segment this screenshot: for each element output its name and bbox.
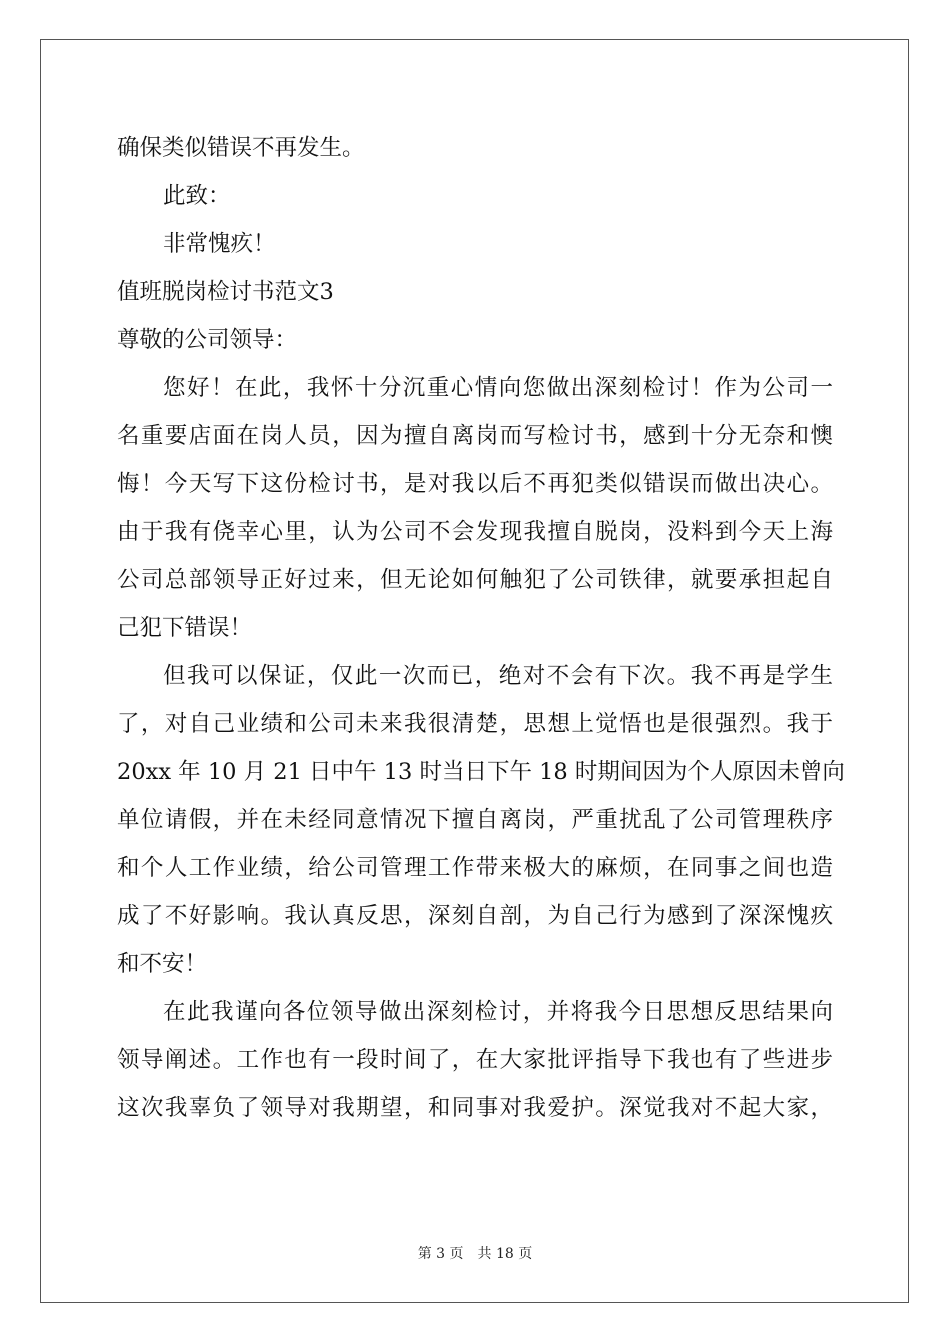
text-line: 尊敬的公司领导： — [117, 327, 298, 353]
text-line: 值班脱岗检讨书范文3 — [117, 279, 334, 305]
text-line: 此致： — [163, 183, 231, 209]
text-line: 悔！今天写下这份检讨书，是对我以后不再犯类似错误而做出决心。 — [117, 471, 833, 497]
text-line: 成了不好影响。我认真反思，深刻自剖，为自己行为感到了深深愧疚 — [117, 903, 833, 929]
text-line: 您好！在此，我怀十分沉重心情向您做出深刻检讨！作为公司一 — [163, 375, 833, 401]
text-line: 单位请假，并在未经同意情况下擅自离岗，严重扰乱了公司管理秩序 — [117, 807, 833, 833]
text-line: 在此我谨向各位领导做出深刻检讨，并将我今日思想反思结果向 — [163, 999, 833, 1025]
text-line: 领导阐述。工作也有一段时间了，在大家批评指导下我也有了些进步 — [117, 1047, 833, 1073]
text-line: 和个人工作业绩，给公司管理工作带来极大的麻烦，在同事之间也造 — [117, 855, 833, 881]
text-line: 这次我辜负了领导对我期望，和同事对我爱护。深觉我对不起大家， — [117, 1095, 833, 1121]
text-line: 公司总部领导正好过来，但无论如何触犯了公司铁律，就要承担起自 — [117, 567, 833, 593]
page-total: 共 18 页 — [477, 1246, 533, 1262]
text-line: 确保类似错误不再发生。 — [117, 135, 365, 161]
page-number: 第 3 页 — [417, 1246, 464, 1262]
text-line: 己犯下错误！ — [117, 615, 253, 641]
text-line: 了，对自己业绩和公司未来我很清楚，思想上觉悟也是很强烈。我于 — [117, 711, 833, 737]
text-line: 非常愧疚！ — [163, 231, 276, 257]
text-line: 20xx 年 10 月 21 日中午 13 时当日下午 18 时期间因为个人原因未曾向 — [117, 759, 845, 785]
text-line: 和不安！ — [117, 951, 208, 977]
document-body — [117, 124, 845, 1132]
text-line: 由于我有侥幸心里，认为公司不会发现我擅自脱岗，没料到今天上海 — [117, 519, 833, 545]
text-line: 名重要店面在岗人员，因为擅自离岗而写检讨书，感到十分无奈和懊 — [117, 423, 833, 449]
text-line: 但我可以保证，仅此一次而已，绝对不会有下次。我不再是学生 — [163, 663, 833, 689]
page-footer — [0, 1243, 950, 1263]
